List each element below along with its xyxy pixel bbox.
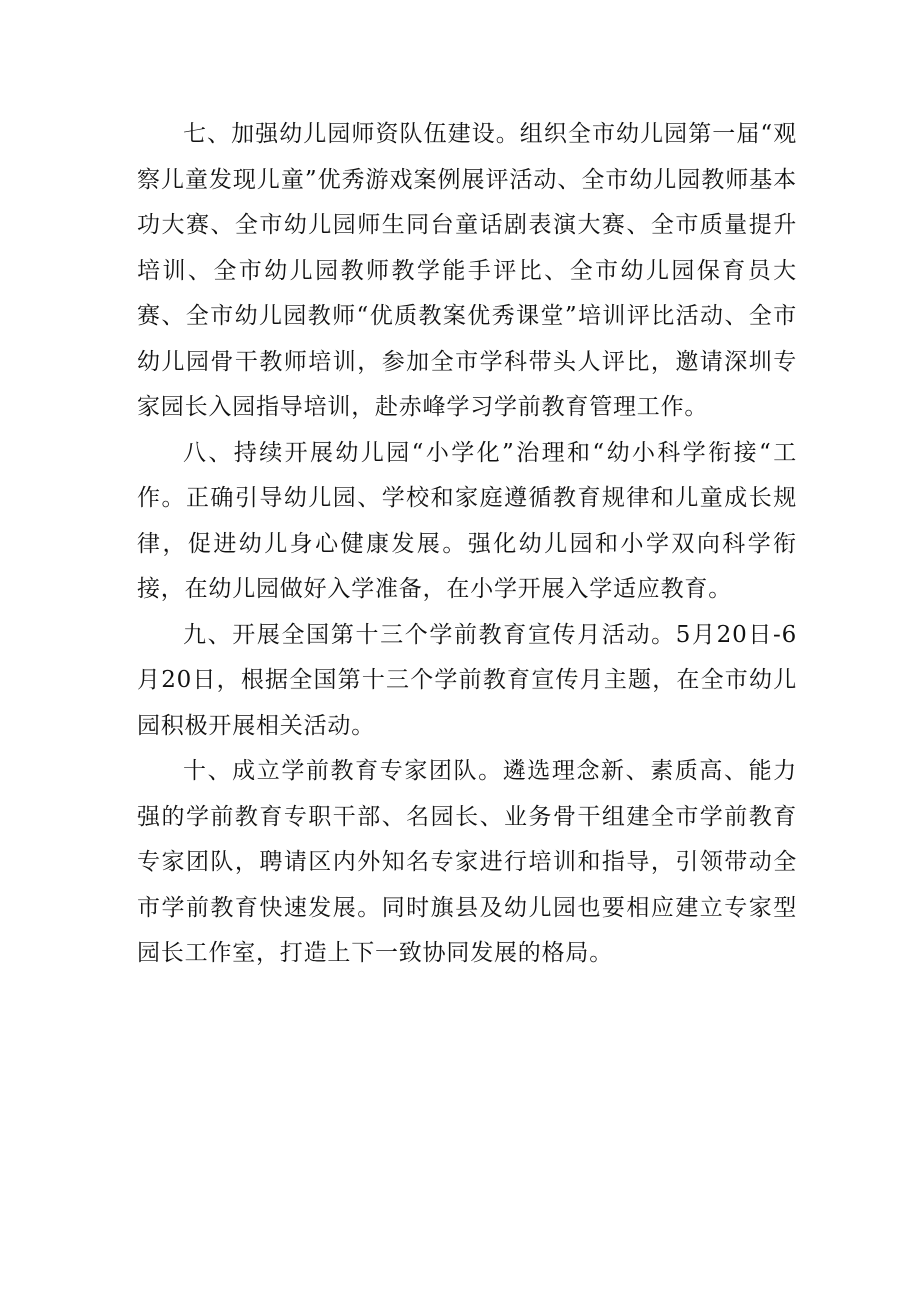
- paragraph-ten: 十、成立学前教育专家团队。遴选理念新、素质高、能力强的学前教育专职干部、名园长、业务骨干组建全市学前教育专家团队，聘请区内外知名专家进行培训和指导，引领带动全市学前教育快速发展。同时旗县及幼儿园也要相应建立专家型园长工作室，打造上下一致协同发展的格局。: [137, 758, 797, 966]
- paragraph-eight: 八、持续开展幼儿园“小学化”治理和“幼小科学衔接“工作。正确引导幼儿园、学校和家庭遵循教育规律和儿童成长规律，促进幼儿身心健康发展。强化幼儿园和小学双向科学衔接，在幼儿园做好入学准备，在小学开展入学适应教育。: [137, 439, 797, 602]
- paragraph-nine: 九、开展全国第十三个学前教育宣传月活动。5月20日-6月20日，根据全国第十三个学前教育宣传月主题，在全市幼儿园积极开展相关活动。: [137, 621, 797, 739]
- document-body: [137, 112, 797, 977]
- paragraph-seven: 七、加强幼儿园师资队伍建设。组织全市幼儿园第一届“观察儿童发现儿童”优秀游戏案例展评活动、全市幼儿园教师基本功大赛、全市幼儿园师生同台童话剧表演大赛、全市质量提升培训、全市幼儿园教师教学能手评比、全市幼儿园保育员大赛、全市幼儿园教师“优质教案优秀课堂”培训评比活动、全市幼儿园骨干教师培训，参加全市学科带头人评比，邀请深圳专家园长入园指导培训，赴赤峰学习学前教育管理工作。: [137, 121, 797, 420]
